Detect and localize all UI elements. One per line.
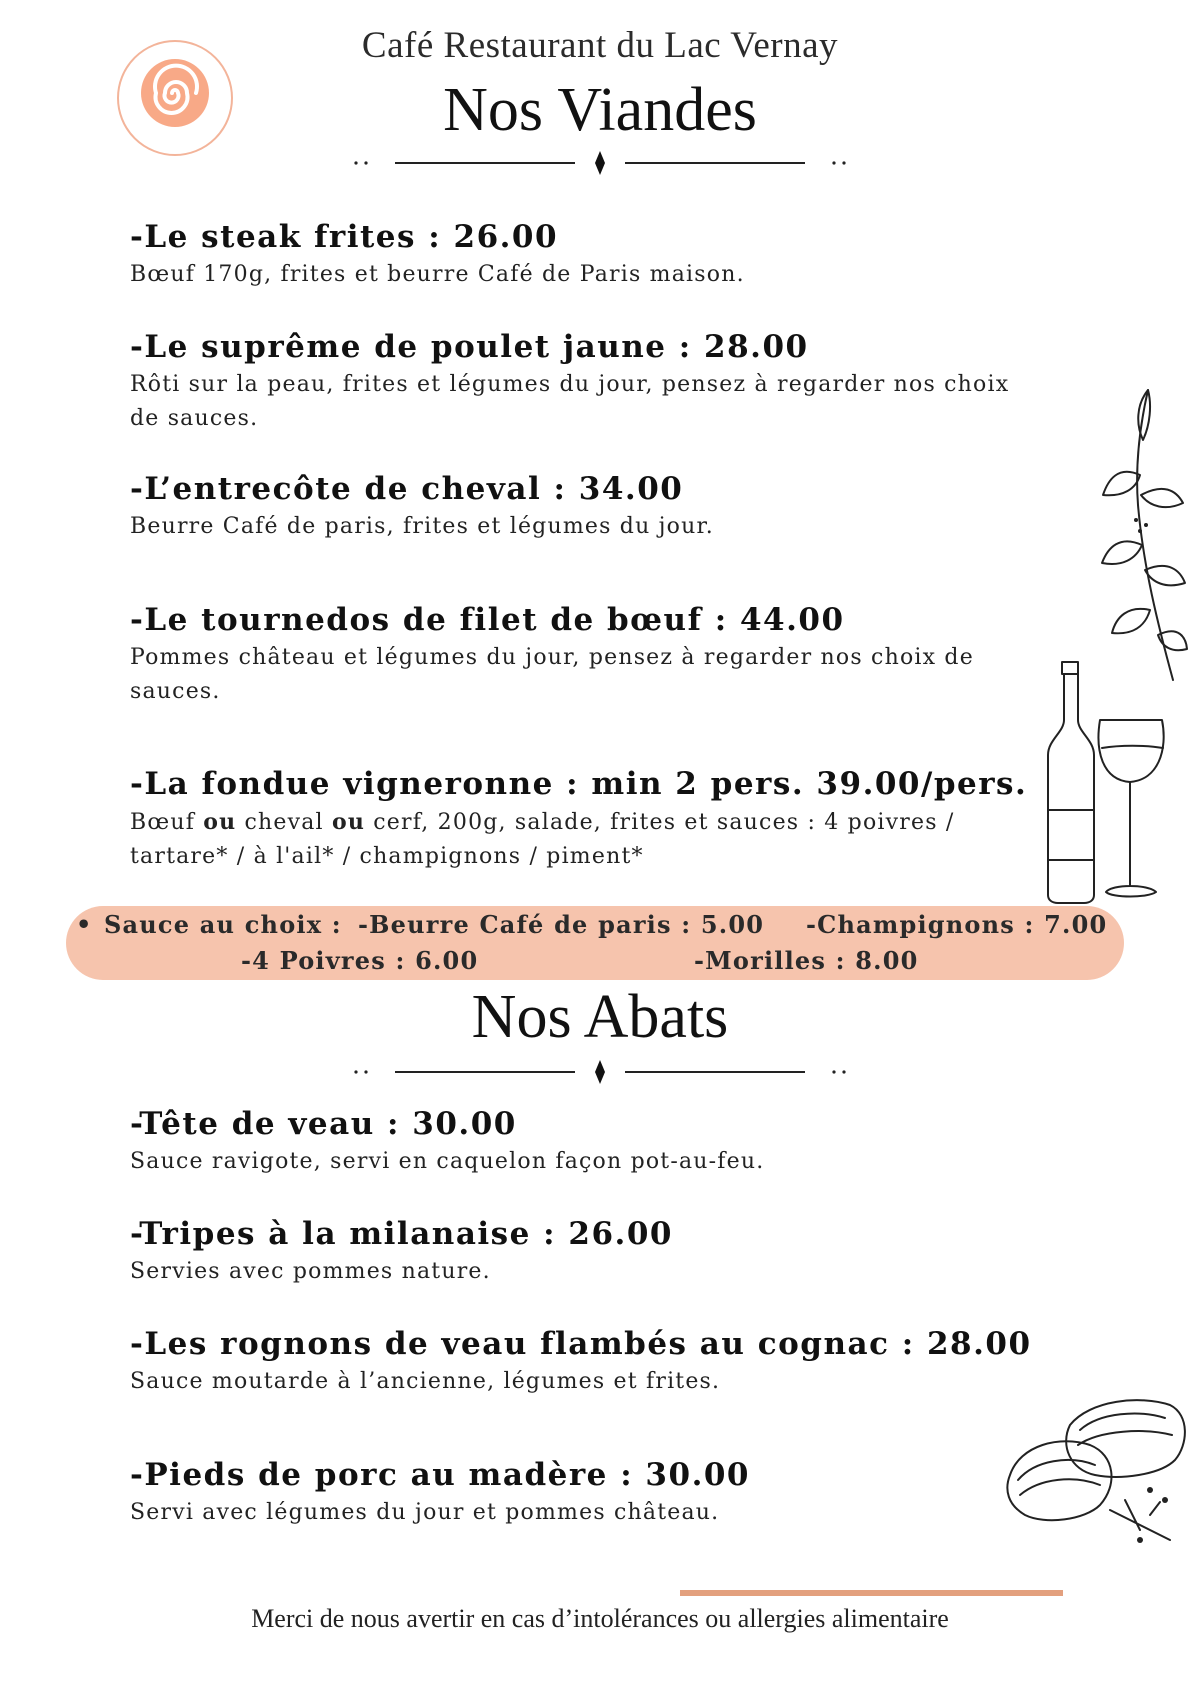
menu-item [130, 765, 1060, 874]
menu-item [130, 470, 1060, 544]
section-divider [350, 148, 850, 178]
item-title: -Tête de veau : 30.00 [130, 1106, 517, 1142]
item-title: -La fondue vigneronne : min 2 pers. 39.00/pers. [130, 766, 1028, 802]
item-description: Sauce moutarde à l’ancienne, légumes et frites. [130, 1369, 721, 1394]
leaf-branch-illustration [1088, 385, 1188, 685]
item-description: Servies avec pommes nature. [130, 1259, 491, 1284]
sauce-option: -Beurre Café de paris : 5.00 [358, 910, 765, 939]
section-title-abats: Nos Abats [471, 983, 729, 1051]
desc-emphasis: ou [203, 809, 237, 835]
description-line: sauces. [130, 679, 221, 704]
allergy-notice: Merci de nous avertir en cas d’intolérances ou allergies alimentaire [251, 1604, 949, 1633]
menu-item [130, 1325, 1060, 1399]
item-description [130, 368, 1060, 436]
description-line: Pommes château et légumes du jour, pensez à regarder nos choix de [130, 645, 974, 670]
description-line: de sauces. [130, 406, 259, 431]
item-description [130, 805, 1060, 874]
bullet: • [76, 910, 93, 939]
footer-accent-bar [680, 1590, 1063, 1596]
menu-item [130, 601, 1060, 709]
item-title: -Tripes à la milanaise : 26.00 [130, 1216, 673, 1252]
item-description [130, 641, 1060, 709]
item-description: Sauce ravigote, servi en caquelon façon pot-au-feu. [130, 1149, 765, 1174]
desc-emphasis: ou [332, 809, 366, 835]
desc-text: cerf, 200g, salade, frites et sauces : 4 poivres / [365, 810, 955, 835]
menu-item [130, 1456, 1060, 1530]
menu-item [130, 328, 1060, 436]
item-title: -Les rognons de veau flambés au cognac : 28.00 [130, 1326, 1032, 1362]
section-divider [350, 1057, 850, 1087]
item-title: -Le tournedos de filet de bœuf : 44.00 [130, 602, 845, 638]
restaurant-name: Café Restaurant du Lac Vernay [361, 25, 839, 66]
desc-text: Bœuf [130, 810, 204, 835]
menu-item [130, 1215, 1060, 1289]
item-title: -Pieds de porc au madère : 30.00 [130, 1457, 751, 1493]
steak-illustration [1000, 1390, 1190, 1560]
sauce-choice-box [66, 906, 1124, 980]
menu-item [130, 1105, 1060, 1179]
sauce-option: -Champignons : 7.00 [806, 910, 1108, 939]
sauce-option: -4 Poivres : 6.00 [241, 946, 479, 975]
item-title: -Le steak frites : 26.00 [130, 219, 559, 255]
description-line: tartare* / à l'ail* / champignons / piment* [130, 844, 644, 869]
sauce-option: -Morilles : 8.00 [694, 946, 919, 975]
description-line: Rôti sur la peau, frites et légumes du jour, pensez à regarder nos choix [130, 372, 1010, 397]
wine-bottle-glass-illustration [1040, 660, 1180, 905]
item-title: -Le suprême de poulet jaune : 28.00 [130, 329, 809, 365]
item-description: Bœuf 170g, frites et beurre Café de Paris maison. [130, 262, 745, 287]
sauce-label: Sauce au choix : [104, 910, 342, 939]
section-title-viandes: Nos Viandes [443, 76, 757, 144]
item-description: Beurre Café de paris, frites et légumes du jour. [130, 514, 714, 539]
item-title: -L’entrecôte de cheval : 34.00 [130, 471, 684, 507]
description-line [130, 805, 1060, 840]
menu-item [130, 218, 1060, 292]
item-description: Servi avec légumes du jour et pommes château. [130, 1500, 720, 1525]
desc-text: cheval [236, 810, 332, 835]
